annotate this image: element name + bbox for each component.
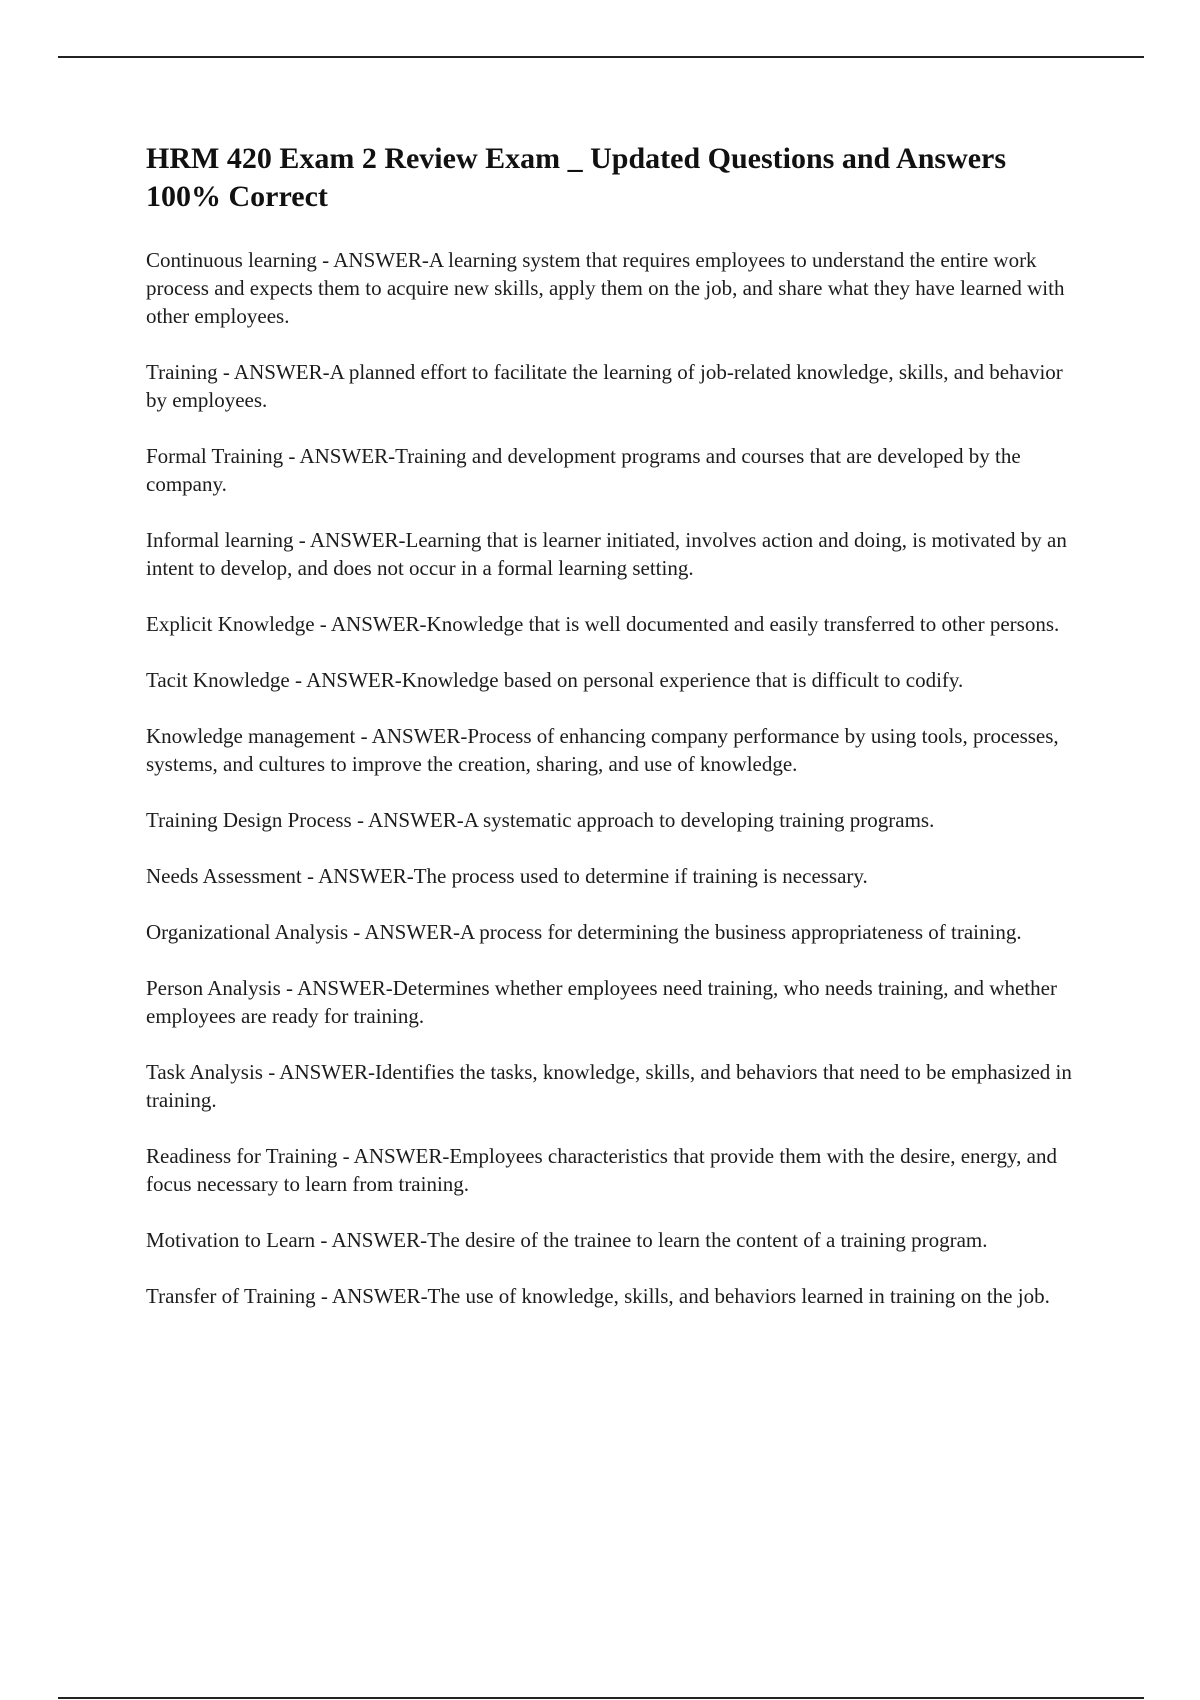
document-body xyxy=(146,140,1086,1338)
entry-knowledge-management: Knowledge management - ANSWER-Process of enhancing company performance by using tools, processes, systems, and cultures to improve the creation, sharing, and use of knowledge. xyxy=(146,724,1059,776)
entry-person-analysis: Person Analysis - ANSWER-Determines whether employees need training, who needs training, and whether employees are ready for training. xyxy=(146,976,1057,1028)
entry-informal-learning: Informal learning - ANSWER-Learning that is learner initiated, involves action and doing, is motivated by an intent to develop, and does not occur in a formal learning setting. xyxy=(146,528,1067,580)
entry-explicit-knowledge: Explicit Knowledge - ANSWER-Knowledge that is well documented and easily transferred to other persons. xyxy=(146,612,1060,636)
entry-task-analysis: Task Analysis - ANSWER-Identifies the tasks, knowledge, skills, and behaviors that need to be emphasized in training. xyxy=(146,1060,1072,1112)
entry-continuous-learning: Continuous learning - ANSWER-A learning system that requires employees to understand the entire work process and expects them to acquire new skills, apply them on the job, and share what they have learned with other employees. xyxy=(146,248,1065,328)
document-title: HRM 420 Exam 2 Review Exam _ Updated Questions and Answers 100% Correct xyxy=(146,142,1007,213)
bottom-divider xyxy=(58,1697,1144,1699)
entry-training: Training - ANSWER-A planned effort to facilitate the learning of job-related knowledge, skills, and behavior by employees. xyxy=(146,360,1063,412)
entry-tacit-knowledge: Tacit Knowledge - ANSWER-Knowledge based on personal experience that is difficult to codify. xyxy=(146,668,964,692)
entry-transfer-of-training: Transfer of Training - ANSWER-The use of knowledge, skills, and behaviors learned in training on the job. xyxy=(146,1284,1050,1308)
entry-list xyxy=(146,246,1086,1310)
entry-formal-training: Formal Training - ANSWER-Training and development programs and courses that are developed by the company. xyxy=(146,444,1021,496)
entry-training-design-process: Training Design Process - ANSWER-A systematic approach to developing training programs. xyxy=(146,808,935,832)
entry-organizational-analysis: Organizational Analysis - ANSWER-A process for determining the business appropriateness of training. xyxy=(146,920,1022,944)
top-divider xyxy=(58,56,1144,58)
entry-motivation-to-learn: Motivation to Learn - ANSWER-The desire of the trainee to learn the content of a training program. xyxy=(146,1228,988,1252)
entry-needs-assessment: Needs Assessment - ANSWER-The process used to determine if training is necessary. xyxy=(146,864,868,888)
entry-readiness-for-training: Readiness for Training - ANSWER-Employees characteristics that provide them with the desire, energy, and focus necessary to learn from training. xyxy=(146,1144,1057,1196)
